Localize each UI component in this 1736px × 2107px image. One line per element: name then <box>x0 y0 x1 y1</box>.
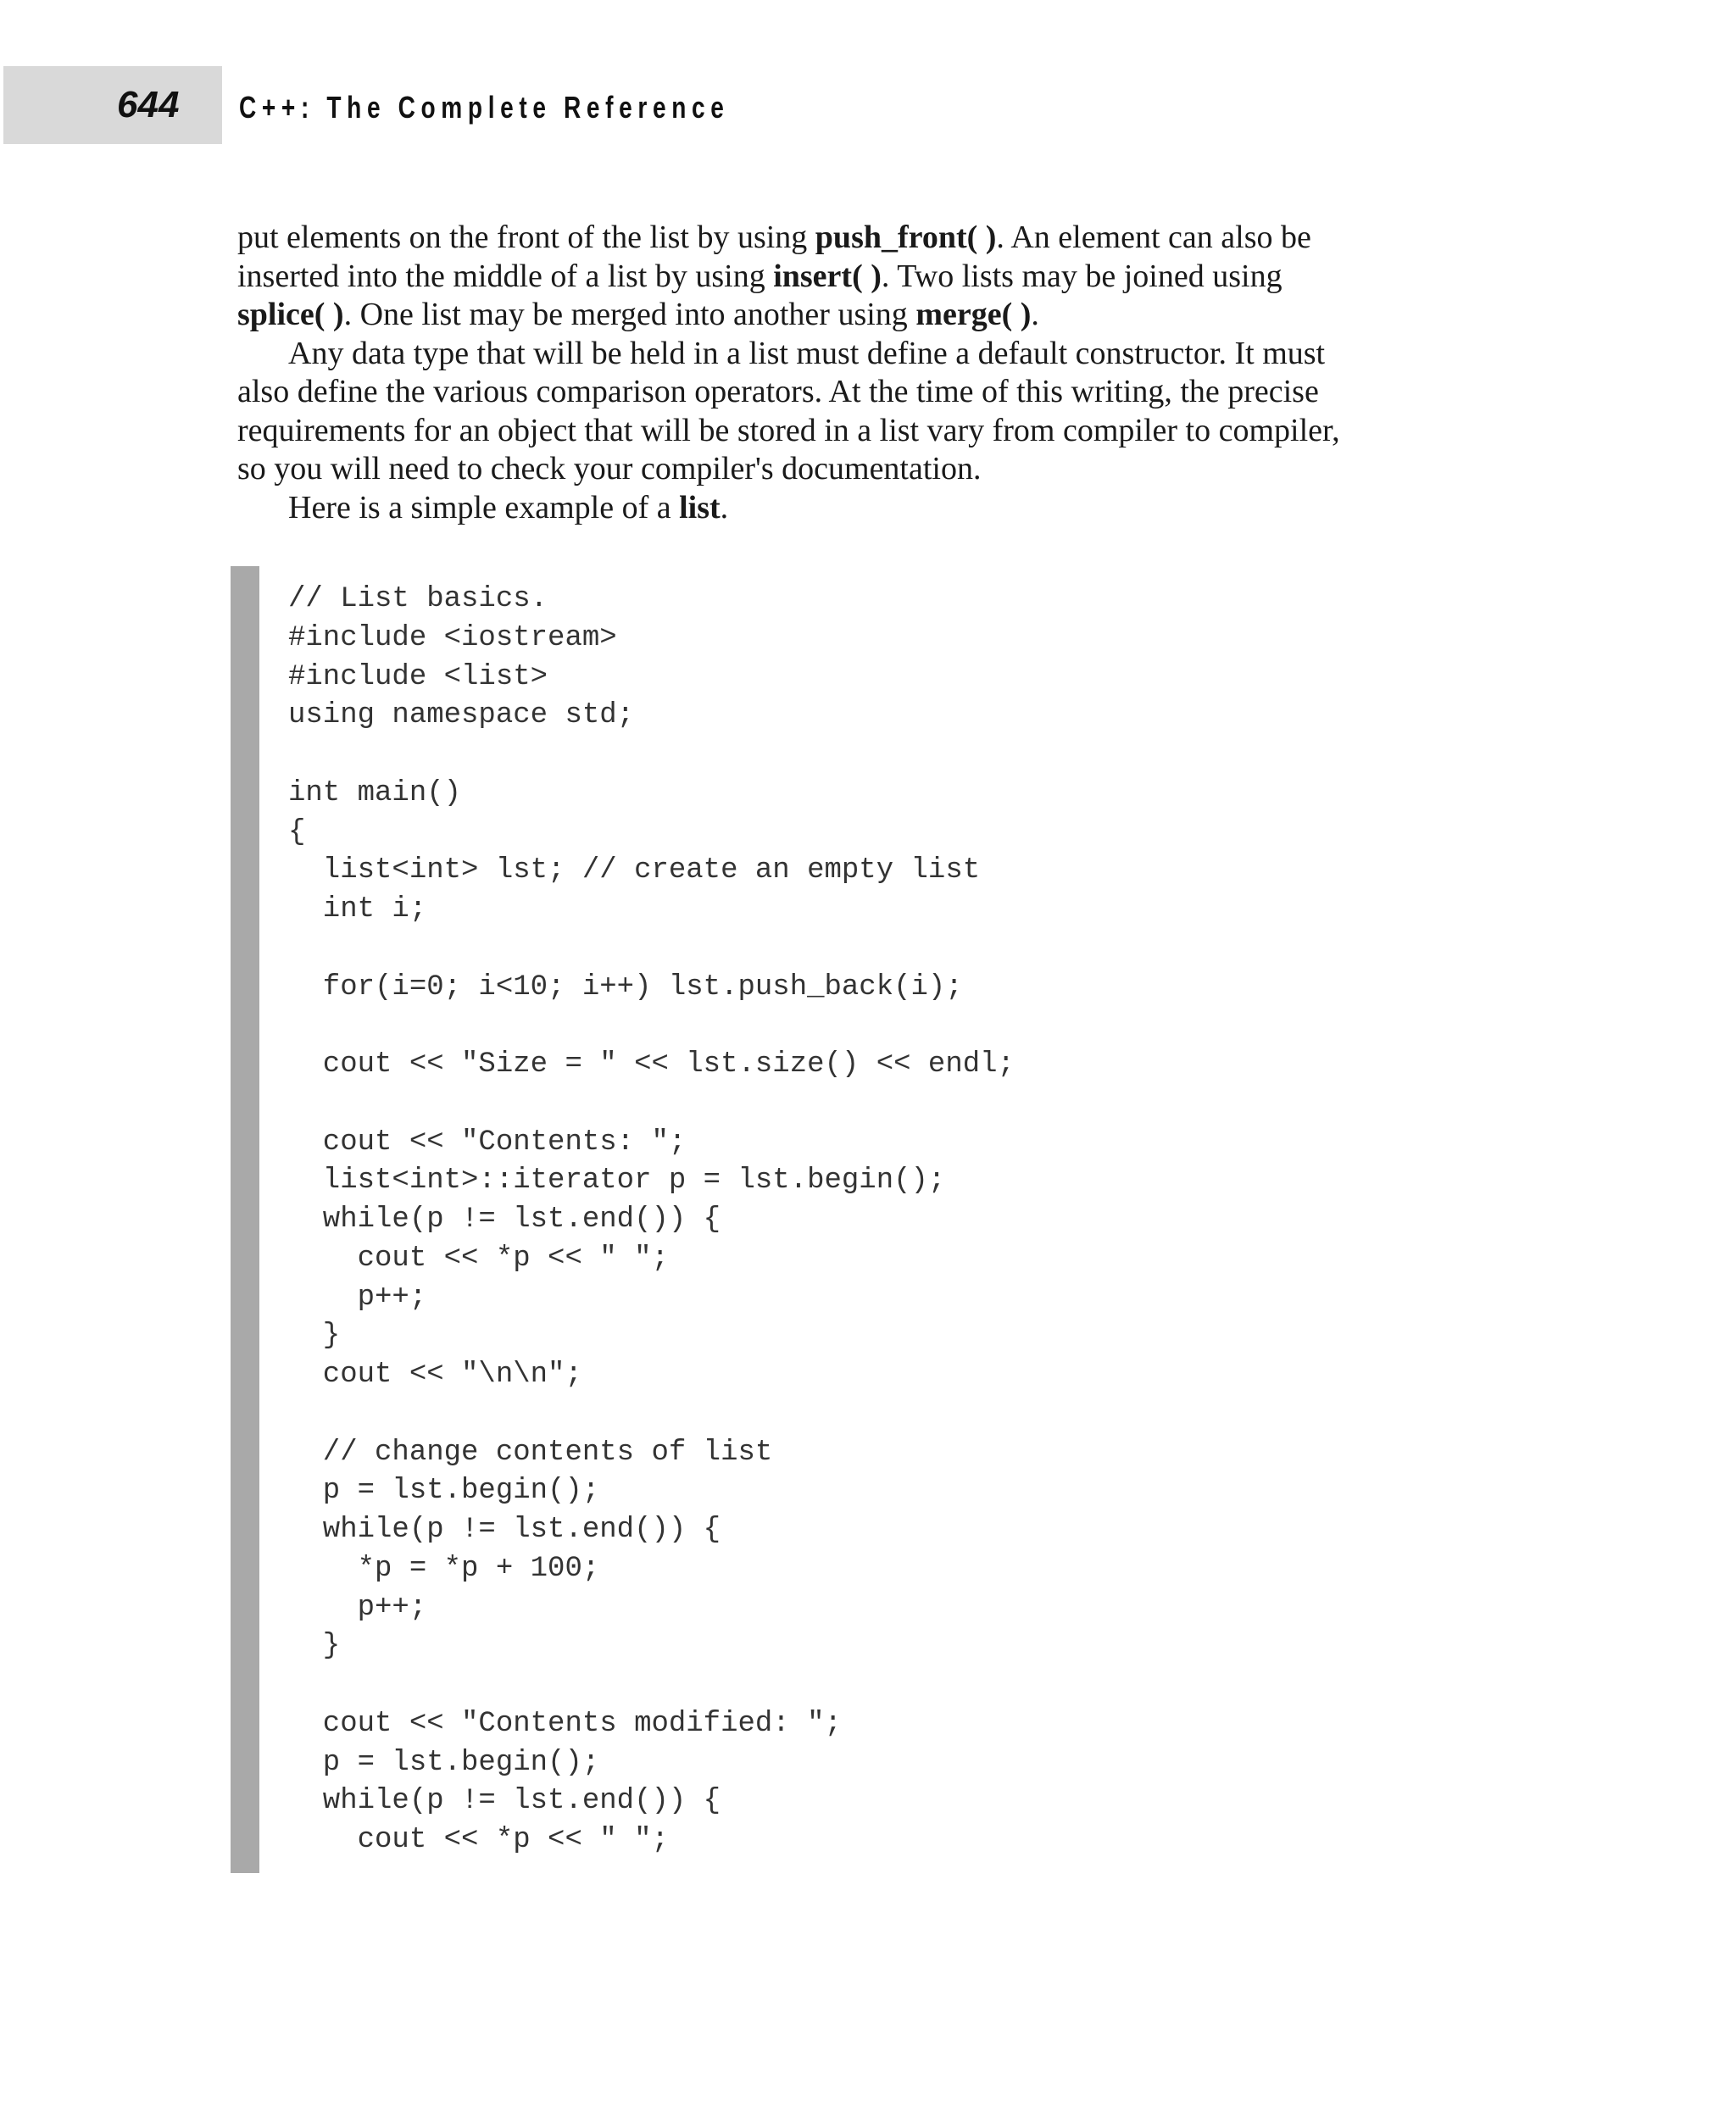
code-line <box>288 1395 1015 1434</box>
paragraph <box>237 219 1466 335</box>
code-line <box>288 1007 1015 1046</box>
code-line <box>288 930 1015 969</box>
text-segment: also define the various comparison operators. At the time of this writing, the precise <box>237 374 1319 409</box>
code-line: cout << *p << " "; <box>288 1824 669 1856</box>
bold-term: list <box>679 489 721 525</box>
code-line: list<int> lst; // create an empty list <box>288 854 981 887</box>
text-line <box>237 296 1466 335</box>
code-line: } <box>288 1320 341 1353</box>
code-line: // List basics. <box>288 583 548 615</box>
code-listing <box>288 581 1015 1860</box>
code-line <box>288 1666 1015 1705</box>
text-segment: . <box>720 489 729 525</box>
code-line: p++; <box>288 1591 427 1624</box>
bold-term: insert( ) <box>773 258 882 294</box>
code-line: *p = *p + 100; <box>288 1552 600 1585</box>
text-segment: so you will need to check your compiler's documentation. <box>237 451 982 486</box>
code-line: for(i=0; i<10; i++) lst.push_back(i); <box>288 970 963 1003</box>
code-line: cout << "Size = " << lst.size() << endl; <box>288 1048 1015 1081</box>
code-line: cout << "Contents modified: "; <box>288 1707 842 1740</box>
code-line: cout << "Contents: "; <box>288 1126 687 1159</box>
text-line <box>237 335 1466 374</box>
text-segment: Any data type that will be held in a list must define a default constructor. It must <box>288 335 1326 371</box>
text-segment: . <box>1031 297 1039 332</box>
code-line: p++; <box>288 1281 427 1314</box>
text-line <box>237 412 1466 451</box>
code-line: using namespace std; <box>288 699 635 732</box>
text-segment: requirements for an object that will be stored in a list vary from compiler to compiler, <box>237 412 1340 448</box>
text-line <box>237 373 1466 412</box>
page-number: 644 <box>117 84 180 125</box>
code-line: cout << "\n\n"; <box>288 1359 582 1391</box>
text-line <box>237 219 1466 258</box>
code-line: int main() <box>288 776 462 809</box>
running-title: C++: The Complete Reference <box>239 90 730 125</box>
code-line: { <box>288 815 306 848</box>
code-line: } <box>288 1630 341 1663</box>
text-segment: . One list may be merged into another using <box>343 297 916 332</box>
code-margin-bar <box>231 566 259 1873</box>
code-line: list<int>::iterator p = lst.begin(); <box>288 1165 946 1198</box>
code-line: p = lst.begin(); <box>288 1475 600 1508</box>
code-line: #include <list> <box>288 660 548 693</box>
code-line: p = lst.begin(); <box>288 1746 600 1779</box>
code-line: while(p != lst.end()) { <box>288 1514 721 1546</box>
paragraph <box>237 489 1466 528</box>
code-line <box>288 736 1015 775</box>
code-line: while(p != lst.end()) { <box>288 1785 721 1818</box>
text-line <box>237 258 1466 297</box>
text-segment: . Two lists may be joined using <box>881 258 1283 294</box>
body-text <box>237 219 1466 527</box>
code-line: #include <iostream> <box>288 621 617 654</box>
code-line: while(p != lst.end()) { <box>288 1204 721 1236</box>
paragraph <box>237 335 1466 489</box>
text-segment: . An element can also be <box>996 220 1311 255</box>
code-line: // change contents of list <box>288 1436 773 1469</box>
text-line <box>237 489 1466 528</box>
text-segment: Here is a simple example of a <box>288 489 680 525</box>
bold-term: push_front( ) <box>815 220 997 255</box>
code-line <box>288 1085 1015 1124</box>
text-segment: inserted into the middle of a list by using <box>237 258 774 294</box>
text-segment: put elements on the front of the list by using <box>237 220 815 255</box>
code-line: int i; <box>288 893 427 926</box>
bold-term: splice( ) <box>237 297 344 332</box>
bold-term: merge( ) <box>915 297 1032 332</box>
code-line: cout << *p << " "; <box>288 1242 669 1275</box>
text-line <box>237 450 1466 489</box>
